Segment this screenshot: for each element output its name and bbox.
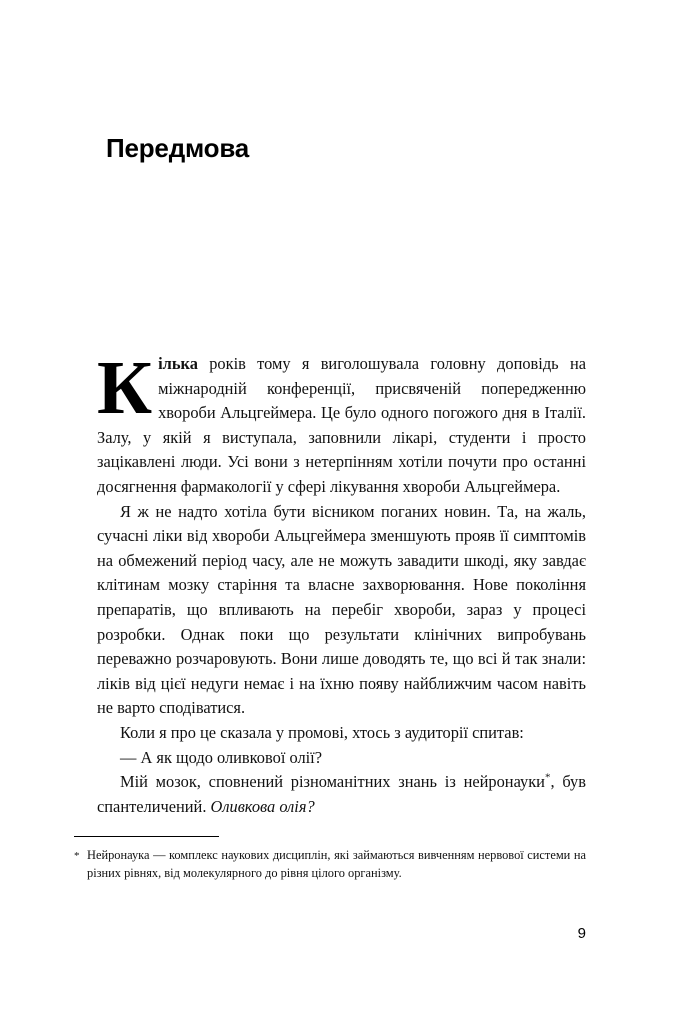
paragraph-4-dialogue <box>97 746 586 771</box>
footnote-marker: * <box>74 850 80 862</box>
paragraph-5-text-middle: , був спантеличений. <box>97 772 586 816</box>
paragraph-4-text: — А як щодо оливкової олії? <box>120 747 323 767</box>
paragraph-2-text: Я ж не надто хотіла бути вісником поганих новин. Та, на жаль, сучасні ліки від хвороби Альцгеймера зменшують прояв її симптомів на обмежений період часу, але не можуть завадити шкоді, яку завдає клітинам мозку старіння та власне захворювання. Нове покоління препаратів, що впливають на перебіг хвороби, зараз у процесі розробки. Однак поки що результати клінічних випробувань переважно розчаровують. Вони лише доводять те, що всі й так знали: ліків від цієї недуги немає і на їхню появу найближчим часом навіть не варто сподіватися. <box>97 501 586 718</box>
paragraph-1-text: років тому я виголошувала головну доповідь на міжнародній конференції, присвяченій попередженню хвороби Альцгеймера. Це було одного погожого дня в Італії. Залу, у якій я виступала, заповнили лікарі, студенти і просто зацікавлені люди. Усі вони з нетерпінням хотіли почути про останні досягнення фармакології у сфері лікування хвороби Альцгеймера. <box>97 354 586 496</box>
page-number: 9 <box>577 925 586 942</box>
drop-cap: К <box>97 346 153 430</box>
page-title: Передмова <box>106 133 250 163</box>
paragraph-3-text: Коли я про це сказала у промові, хтось з аудиторії спитав: <box>120 722 524 742</box>
paragraph-5 <box>97 770 586 819</box>
paragraph-3 <box>97 721 586 746</box>
paragraph-1 <box>97 346 586 500</box>
paragraph-1-lead: ілька <box>158 354 198 373</box>
paragraph-5-emphasis: Оливкова олія? <box>210 796 315 816</box>
footnote-reference-marker[interactable]: * <box>544 771 551 784</box>
body-text-block <box>97 346 586 819</box>
footnote-text: Нейронаука — комплекс наукових дисциплін, які займаються вивченням нервової системи на різних рівнях, від молекулярного до рівня цілого організму. <box>87 848 586 880</box>
footnote <box>74 846 586 882</box>
footnote-area <box>74 836 586 882</box>
footnote-separator-rule <box>74 836 219 837</box>
paragraph-5-text-before: Мій мозок, сповнений різноманітних знань із нейронауки <box>120 772 545 792</box>
paragraph-2 <box>97 500 586 721</box>
